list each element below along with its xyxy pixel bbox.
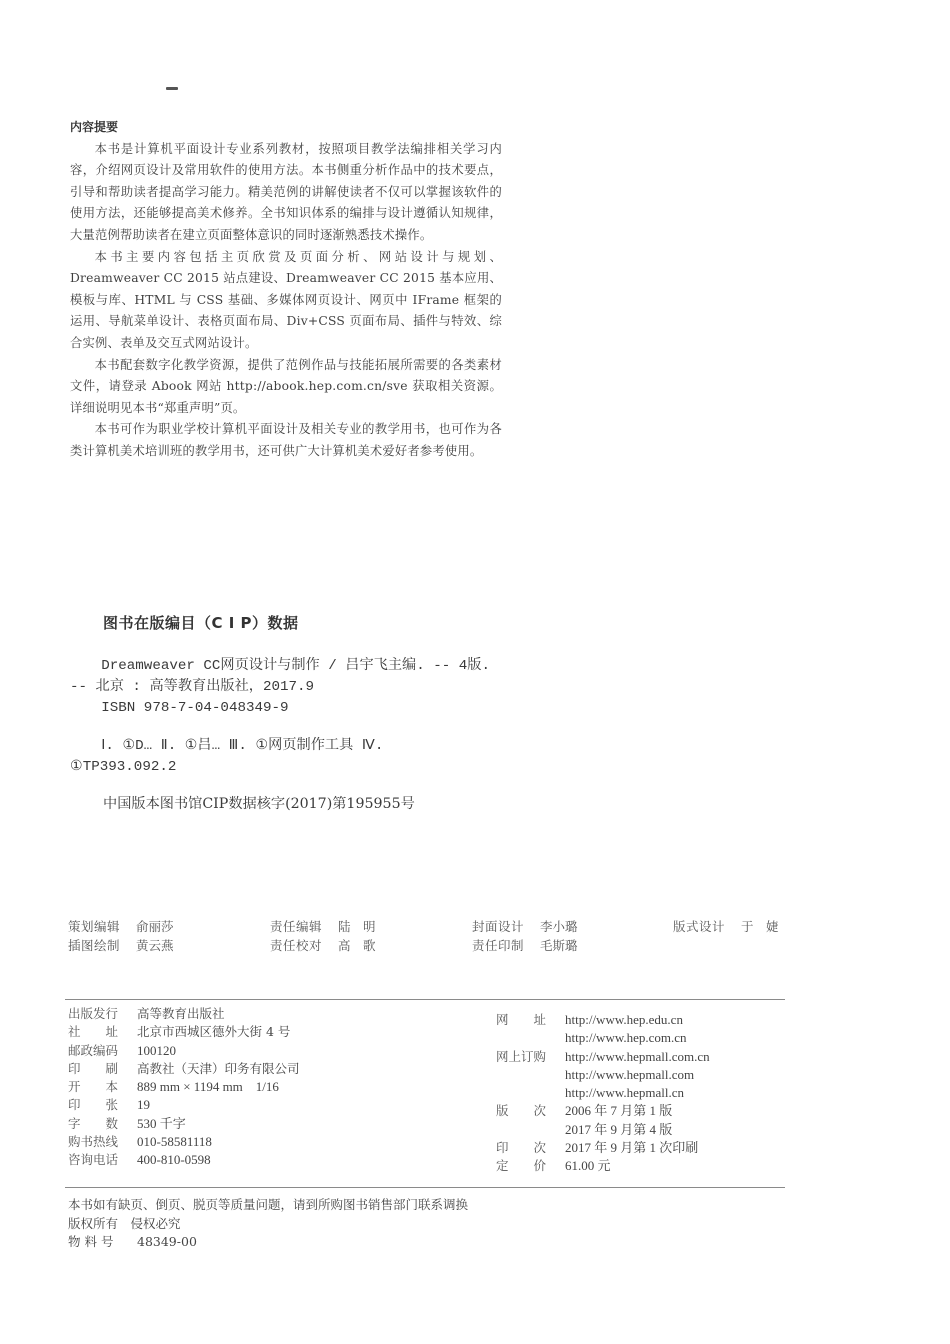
- credit-name: 陆 明: [338, 919, 376, 934]
- info-value: 2006 年 7 月第 1 版: [565, 1103, 673, 1119]
- material-number-row: [68, 1233, 468, 1252]
- info-row: [68, 1115, 300, 1133]
- order-link[interactable]: http://www.hepmall.cn: [565, 1085, 685, 1101]
- order-link[interactable]: http://www.hepmall.com: [565, 1066, 695, 1082]
- info-row: [496, 1102, 710, 1120]
- info-value: 2017 年 9 月第 4 版: [565, 1121, 673, 1137]
- info-value: 010-58581118: [137, 1134, 212, 1150]
- info-row: [68, 1096, 300, 1114]
- info-value: 100120: [137, 1042, 176, 1058]
- credit-label: 封面设计: [472, 919, 525, 934]
- credit-label: 责任编辑: [270, 919, 323, 934]
- credit-label: 策划编辑: [68, 919, 121, 934]
- info-label: 开 本: [68, 1079, 119, 1095]
- content-summary: [70, 117, 502, 463]
- info-label: [496, 1029, 565, 1047]
- cip-isbn: ISBN 978-7-04-048349-9: [101, 700, 289, 716]
- info-label: 网上订购: [496, 1048, 547, 1064]
- info-row: [68, 1042, 300, 1060]
- price-value: 61.00 元: [565, 1158, 611, 1174]
- info-value: 889 mm × 1194 mm 1/16: [137, 1079, 279, 1095]
- quality-notice: 本书如有缺页、倒页、脱页等质量问题，请到所购图书销售部门联系调换: [68, 1197, 469, 1212]
- credit-label: 版式设计: [673, 919, 726, 934]
- scan-mark: [166, 87, 178, 90]
- info-value: 400-810-0598: [137, 1152, 211, 1168]
- credit-label: 插图绘制: [68, 938, 121, 953]
- info-label: 印 次: [496, 1140, 547, 1156]
- info-label: 购书热线: [68, 1134, 119, 1150]
- info-label: 出版发行: [68, 1006, 119, 1021]
- publishing-info-left: [68, 1005, 300, 1170]
- website-link[interactable]: http://www.hep.edu.cn: [565, 1012, 683, 1027]
- info-row: [68, 1005, 300, 1023]
- info-label: 邮政编码: [68, 1042, 119, 1058]
- credit-name: 俞丽莎: [136, 919, 174, 934]
- info-row: [496, 1157, 710, 1175]
- credit-name: 于 婕: [741, 919, 779, 934]
- info-label: 网 址: [496, 1012, 547, 1027]
- info-row: [68, 1133, 300, 1151]
- info-value: 高等教育出版社: [137, 1006, 225, 1021]
- credit-name: 黄云燕: [136, 938, 174, 953]
- info-row: [68, 1078, 300, 1096]
- info-row: [496, 1066, 710, 1084]
- divider-bottom: [65, 1187, 785, 1188]
- info-value: 530 千字: [137, 1115, 186, 1131]
- info-row: [68, 1023, 300, 1041]
- info-row: [496, 1084, 710, 1102]
- credit-col-1: [68, 917, 174, 955]
- credit-col-4: [673, 917, 779, 936]
- publishing-info-right: [496, 1011, 710, 1176]
- info-label: 咨询电话: [68, 1152, 119, 1168]
- credit-col-2: [270, 917, 376, 955]
- cip-data: [70, 656, 490, 778]
- info-row: [68, 1060, 300, 1078]
- summary-paragraph-1: 本书是计算机平面设计专业系列教材，按照项目教学法编排相关学习内容，介绍网页设计及常用软件的使用方法。本书侧重分析作品中的技术要点，引导和帮助读者提高学习能力。精美范例的讲解使读者不仅可以掌握该软件的使用方法，还能够提高美术修养。全书知识体系的编排与设计遵循认知规律，大量范例帮助读者在建立页面整体意识的同时逐渐熟悉技术操作。: [70, 141, 502, 242]
- info-label: 定 价: [496, 1158, 547, 1174]
- credit-name: 毛斯璐: [540, 938, 578, 953]
- info-label: 印 刷: [68, 1060, 119, 1076]
- website-link[interactable]: http://www.hep.com.cn: [565, 1030, 687, 1046]
- summary-paragraph-4: 本书可作为职业学校计算机平面设计及相关专业的教学用书，也可作为各类计算机美术培训班的教学用书，还可供广大计算机美术爱好者参考使用。: [70, 422, 502, 458]
- info-label: [496, 1066, 565, 1084]
- info-row: [496, 1139, 710, 1157]
- footer: [68, 1196, 468, 1252]
- cip-classification: Ⅰ. ①D… Ⅱ. ①吕… Ⅲ. ①网页制作工具 Ⅳ. ①TP393.092.2: [70, 738, 384, 775]
- info-label: [496, 1121, 565, 1139]
- info-value: 北京市西城区德外大街 4 号: [137, 1024, 291, 1040]
- info-row: [496, 1029, 710, 1047]
- info-value: 2017 年 9 月第 1 次印刷: [565, 1140, 699, 1156]
- copyright-notice: 版权所有 侵权必究: [68, 1215, 181, 1231]
- credit-name: 李小璐: [540, 919, 578, 934]
- info-value: 高教社（天津）印务有限公司: [137, 1060, 300, 1076]
- info-value: 19: [137, 1097, 150, 1113]
- material-label: 物 料 号: [68, 1234, 114, 1249]
- cip-number: 中国版本图书馆CIP数据核字(2017)第195955号: [103, 796, 415, 812]
- cip-title: 图书在版编目（C I P）数据: [103, 614, 299, 632]
- info-row: [496, 1048, 710, 1066]
- credit-label: 责任校对: [270, 938, 323, 953]
- credit-label: 责任印制: [472, 938, 525, 953]
- info-label: 印 张: [68, 1097, 119, 1113]
- info-label: 社 址: [68, 1024, 119, 1040]
- info-label: 版 次: [496, 1103, 547, 1119]
- summary-paragraph-2: 本书主要内容包括主页欣赏及页面分析、网站设计与规划、Dreamweaver CC 2015 站点建设、Dreamweaver CC 2015 基本应用、模板与库、HTML 与 CSS 基础、多媒体网页设计、网页中 IFrame 框架的运用、导航菜单设计、表格页面布局、Div+CSS 页面布局、插件与特效、综合实例、表单及交互式网站设计。: [70, 249, 502, 350]
- info-row: [496, 1121, 710, 1139]
- info-label: 字 数: [68, 1115, 119, 1131]
- info-row: [496, 1011, 710, 1029]
- cip-title-line: Dreamweaver CC网页设计与制作 / 吕宇飞主编. -- 4版. -- 北京 : 高等教育出版社，2017.9: [70, 658, 491, 695]
- credit-name: 高 歌: [338, 938, 376, 953]
- material-number: 48349-00: [137, 1234, 197, 1249]
- info-label: [496, 1084, 565, 1102]
- divider-top: [65, 999, 785, 1000]
- info-row: [68, 1151, 300, 1169]
- order-link[interactable]: http://www.hepmall.com.cn: [565, 1048, 710, 1064]
- summary-paragraph-3: 本书配套数字化教学资源，提供了范例作品与技能拓展所需要的各类素材文件，请登录 Abook 网站 http://abook.hep.com.cn/sve 获取相关资源。详细说明见本书“郑重声明”页。: [70, 357, 502, 415]
- credit-col-3: [472, 917, 578, 955]
- summary-heading: 内容提要: [70, 120, 119, 134]
